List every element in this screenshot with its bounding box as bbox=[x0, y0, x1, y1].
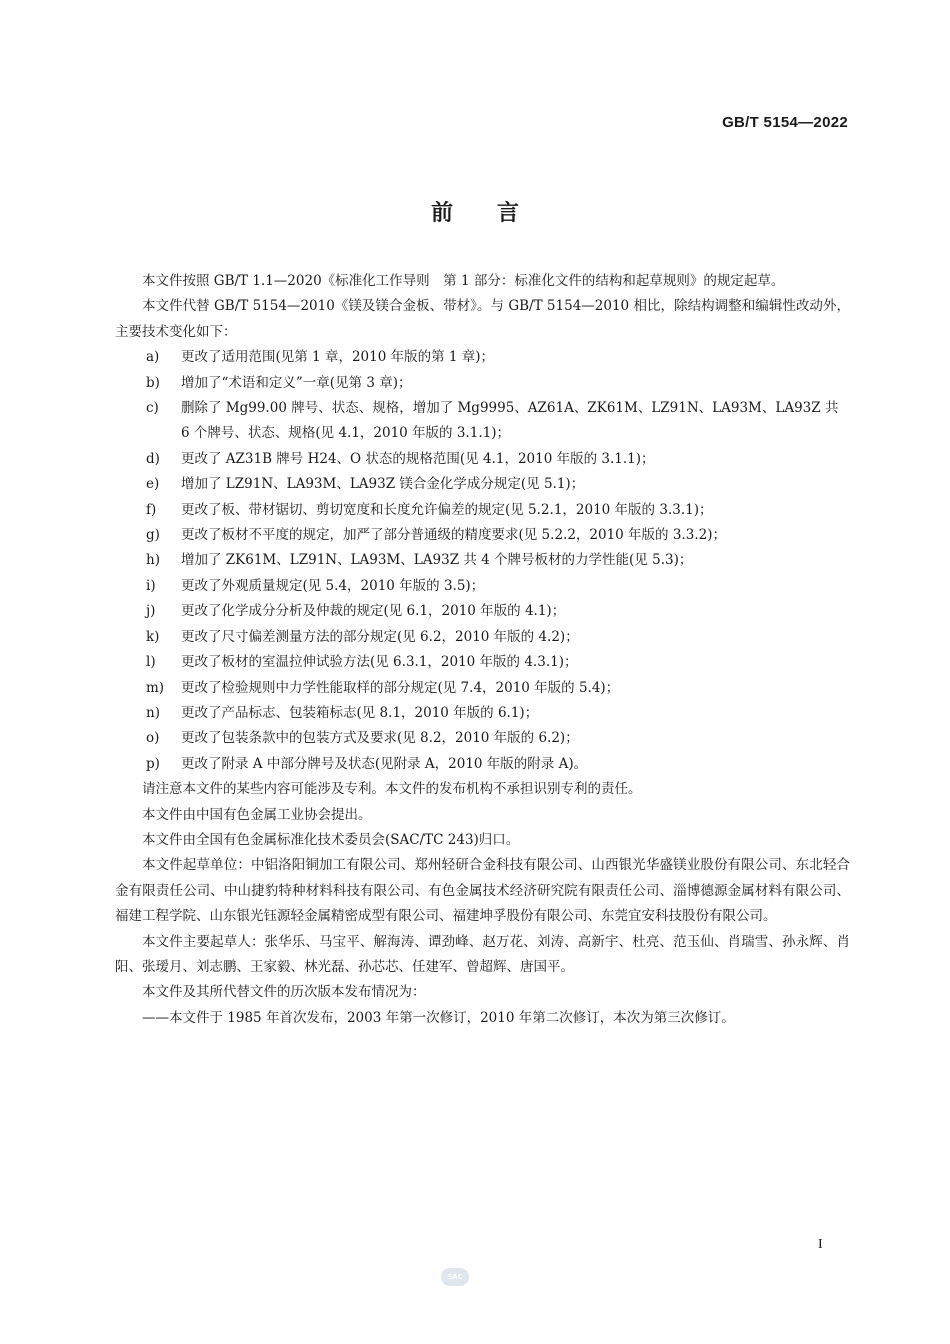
list-item-text: 更改了外观质量规定(见 5.4，2010 年版的 3.5)； bbox=[181, 577, 485, 594]
list-item bbox=[115, 650, 850, 675]
list-item bbox=[115, 523, 850, 548]
list-item-label: m) bbox=[146, 679, 165, 696]
list-item-text: 更改了适用范围(见第 1 章，2010 年版的第 1 章)； bbox=[181, 349, 495, 366]
list-item-text: 增加了 LZ91N、LA93M、LA93Z 镁合金化学成分规定(见 5.1)； bbox=[181, 476, 585, 493]
list-item bbox=[115, 396, 850, 447]
history-item: ——本文件于 1985 年首次发布，2003 年第一次修订，2010 年第二次修订，本次为第三次修订。 bbox=[142, 1009, 735, 1026]
list-item-label: c) bbox=[146, 400, 159, 417]
list-item-label: e) bbox=[146, 476, 160, 493]
list-item-text: 更改了包装条款中的包装方式及要求(见 8.2，2010 年版的 6.2)； bbox=[181, 730, 579, 747]
list-item-label: a) bbox=[146, 349, 160, 366]
drafting-units: 本文件起草单位：中铝洛阳铜加工有限公司、郑州轻研合金科技有限公司、山西银光华盛镁业股份有限公司、东北轻合金有限责任公司、中山捷豹特种材料科技有限公司、有色金属技术经济研究院有限责任公司、淄博德源金属材料有限公司、福建工程学院、山东银光钰源轻金属精密成型有限公司、福建坤孚股份有限公司、东莞宜安科技股份有限公司。 bbox=[115, 857, 850, 925]
list-item bbox=[115, 447, 850, 472]
list-item bbox=[115, 498, 850, 523]
list-item bbox=[115, 548, 850, 573]
list-item-text: 更改了尺寸偏差测量方法的部分规定(见 6.2，2010 年版的 4.2)； bbox=[181, 628, 579, 645]
list-item-text: 更改了检验规则中力学性能取样的部分规定(见 7.4，2010 年版的 5.4)； bbox=[181, 679, 620, 696]
list-item bbox=[115, 726, 850, 751]
list-item-label: i) bbox=[146, 577, 156, 594]
centralized-by: 本文件由全国有色金属标准化技术委员会(SAC/TC 243)归口。 bbox=[142, 831, 520, 848]
list-item-text: 更改了板材的室温拉伸试验方法(见 6.3.1，2010 年版的 4.3.1)； bbox=[181, 654, 578, 671]
list-item-text: 删除了 Mg99.00 牌号、状态、规格，增加了 Mg9995、AZ61A、ZK61M、LZ91N、LA93M、LA93Z 共 6 个牌号、状态、规格(见 4.1，2010 年版的 3.1.1)； bbox=[181, 400, 839, 442]
list-item-label: h) bbox=[146, 552, 160, 569]
list-item-text: 增加了 ZK61M、LZ91N、LA93M、LA93Z 共 4 个牌号板材的力学性能(见 5.3)； bbox=[181, 552, 693, 569]
list-item bbox=[115, 676, 850, 701]
list-item bbox=[115, 371, 850, 396]
list-item-label: j) bbox=[146, 603, 156, 620]
list-item bbox=[115, 599, 850, 624]
patent-notice: 请注意本文件的某些内容可能涉及专利。本文件的发布机构不承担识别专利的责任。 bbox=[142, 781, 642, 798]
list-item-label: k) bbox=[146, 628, 160, 645]
drafters: 本文件主要起草人：张华乐、马宝平、解海涛、谭劲峰、赵万花、刘涛、高新宇、杜亮、范玉仙、肖瑞雪、孙永辉、肖阳、张瑷月、刘志鹏、王家毅、林光磊、孙芯芯、任建军、曾超辉、唐国平。 bbox=[115, 933, 850, 975]
list-item bbox=[115, 625, 850, 650]
change-list bbox=[115, 345, 850, 777]
list-item bbox=[115, 752, 850, 777]
standard-number: GB/T 5154—2022 bbox=[722, 114, 848, 131]
sac-watermark-logo: SAC bbox=[441, 1268, 469, 1286]
list-item-label: g) bbox=[146, 527, 160, 544]
list-item-text: 更改了化学成分分析及仲裁的规定(见 6.1，2010 年版的 4.1)； bbox=[181, 603, 566, 620]
proposed-by: 本文件由中国有色金属工业协会提出。 bbox=[142, 806, 372, 823]
list-item-text: 更改了附录 A 中部分牌号及状态(见附录 A，2010 年版的附录 A)。 bbox=[181, 755, 588, 772]
list-item-label: p) bbox=[146, 755, 160, 772]
list-item-text: 更改了 AZ31B 牌号 H24、O 状态的规格范围(见 4.1，2010 年版的 3.1.1)； bbox=[181, 450, 655, 467]
paragraph-replacement: 本文件代替 GB/T 5154—2010《镁及镁合金板、带材》。与 GB/T 5154—2010 相比，除结构调整和编辑性改动外，主要技术变化如下： bbox=[115, 298, 850, 340]
list-item bbox=[115, 701, 850, 726]
list-item-label: d) bbox=[146, 450, 160, 467]
page-title: 前言 bbox=[430, 201, 563, 226]
list-item-label: b) bbox=[146, 374, 160, 391]
list-item-label: f) bbox=[146, 501, 157, 518]
list-item bbox=[115, 574, 850, 599]
list-item-label: o) bbox=[146, 730, 160, 747]
history-intro: 本文件及其所代替文件的历次版本发布情况为： bbox=[142, 984, 426, 1001]
list-item-text: 更改了板、带材锯切、剪切宽度和长度允许偏差的规定(见 5.2.1，2010 年版的 3.3.1)； bbox=[181, 501, 713, 518]
paragraph-drafting-rule: 本文件按照 GB/T 1.1—2020《标准化工作导则 第 1 部分：标准化文件的结构和起草规则》的规定起草。 bbox=[142, 273, 785, 289]
list-item-text: 更改了产品标志、包装箱标志(见 8.1，2010 年版的 6.1)； bbox=[181, 704, 539, 721]
list-item-text: 增加了“术语和定义”一章(见第 3 章)； bbox=[181, 374, 412, 391]
page-number: I bbox=[818, 1237, 823, 1252]
list-item bbox=[115, 345, 850, 370]
list-item-label: l) bbox=[146, 654, 156, 671]
list-item-label: n) bbox=[146, 704, 160, 721]
document-body bbox=[115, 269, 850, 1031]
list-item bbox=[115, 472, 850, 497]
list-item-text: 更改了板材不平度的规定，加严了部分普通级的精度要求(见 5.2.2，2010 年版的 3.3.2)； bbox=[181, 527, 726, 544]
